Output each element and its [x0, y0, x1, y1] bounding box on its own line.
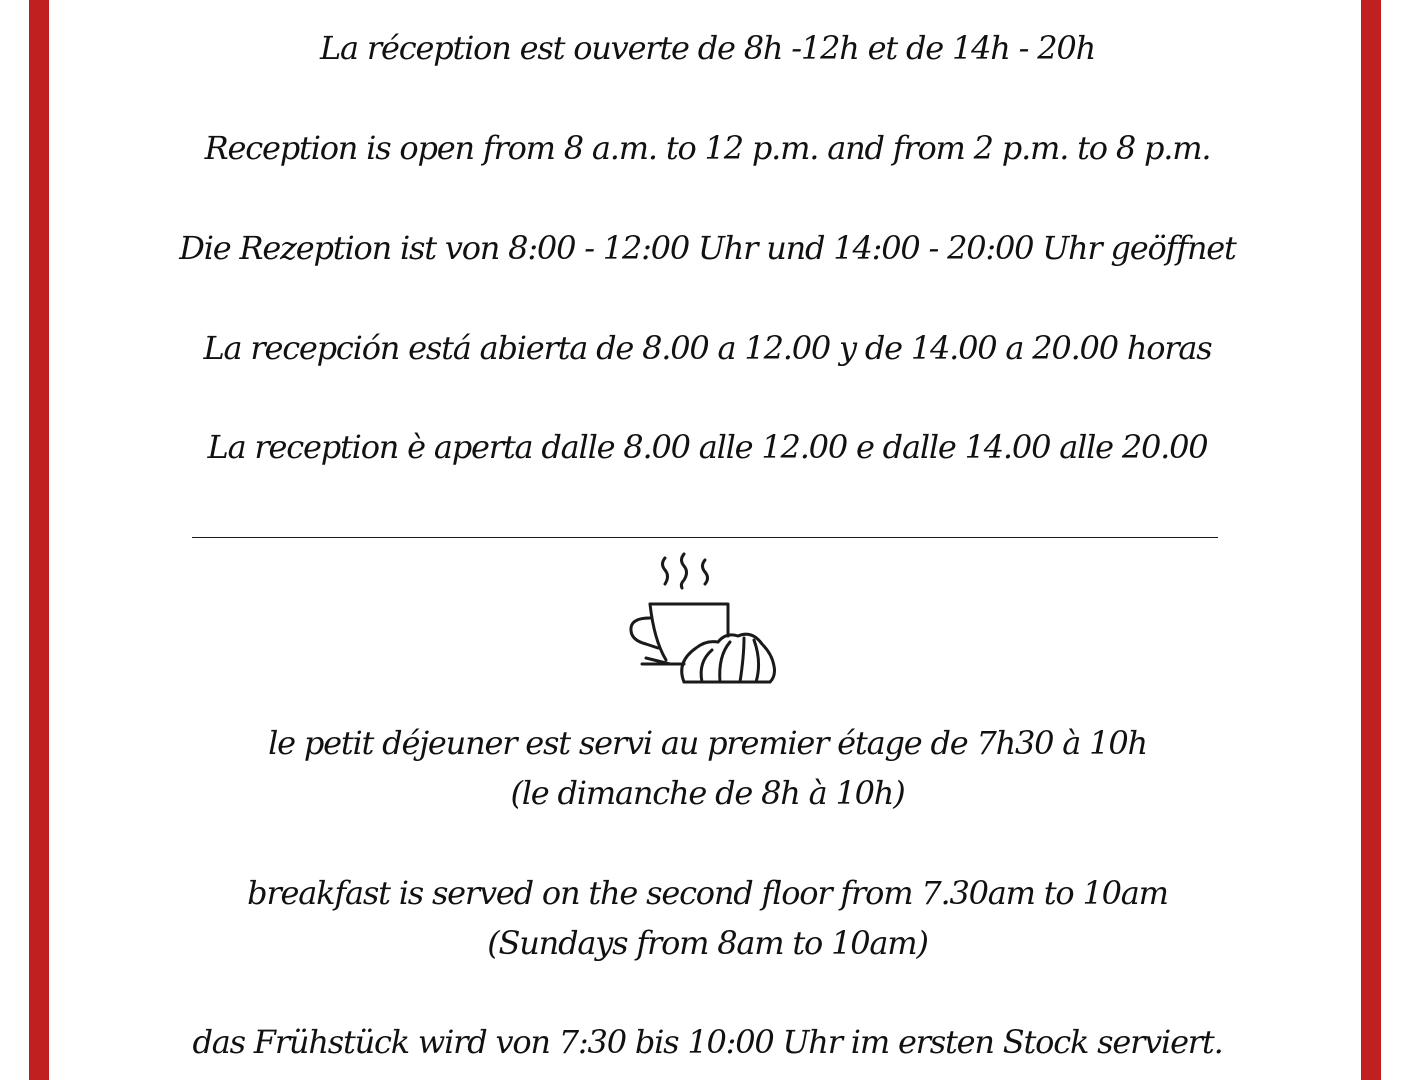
- reception-hours-french: La réception est ouverte de 8h -12h et de 14h - 20h: [320, 29, 1095, 67]
- reception-hours-english: Reception is open from 8 a.m. to 12 p.m. and from 2 p.m. to 8 p.m.: [204, 129, 1211, 167]
- section-divider: [192, 537, 1218, 538]
- breakfast-english-line1: breakfast is served on the second floor from 7.30am to 10am: [247, 874, 1168, 912]
- reception-hours-german: Die Rezeption ist von 8:00 - 12:00 Uhr und 14:00 - 20:00 Uhr geöffnet: [179, 229, 1236, 267]
- coffee-croissant-icon: [622, 548, 786, 692]
- breakfast-french-line1: le petit déjeuner est servi au premier étage de 7h30 à 10h: [268, 724, 1147, 762]
- reception-hours-spanish: La recepción está abierta de 8.00 a 12.00 y de 14.00 a 20.00 horas: [203, 329, 1212, 367]
- breakfast-english-line2: (Sundays from 8am to 10am): [487, 924, 928, 962]
- breakfast-german-line1: das Frühstück wird von 7:30 bis 10:00 Uhr im ersten Stock serviert.: [192, 1023, 1223, 1061]
- reception-hours-italian: La reception è aperta dalle 8.00 alle 12.00 e dalle 14.00 alle 20.00: [207, 428, 1208, 466]
- breakfast-french-line2: (le dimanche de 8h à 10h): [510, 774, 905, 812]
